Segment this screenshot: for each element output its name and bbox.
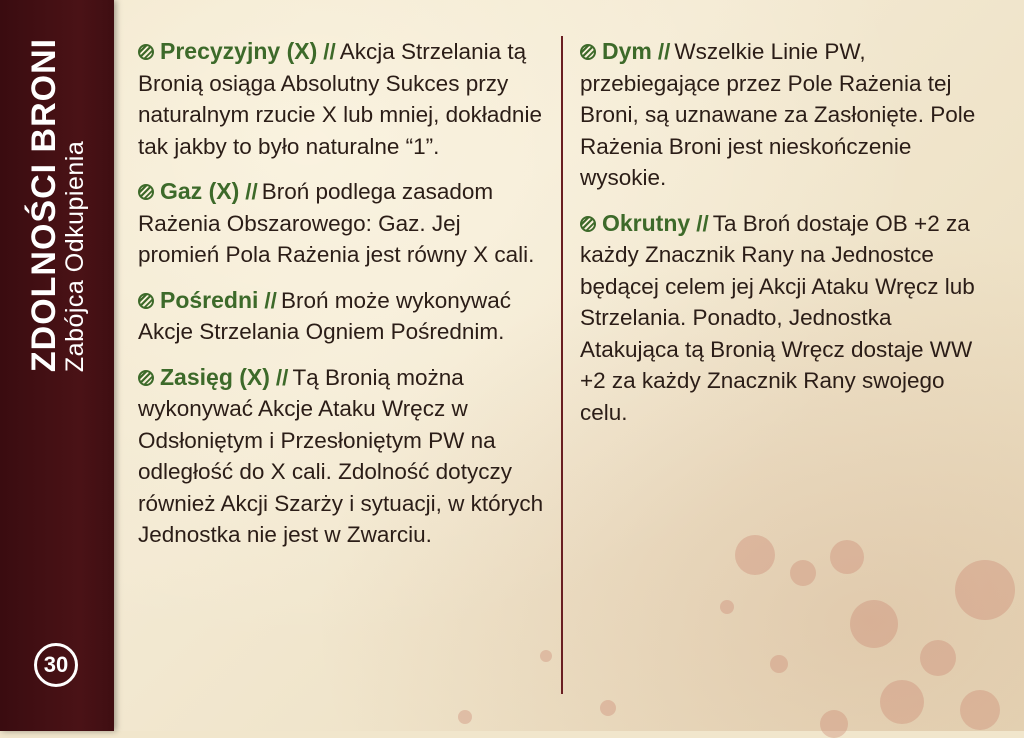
stain-decoration xyxy=(458,710,472,724)
rule-entry xyxy=(138,285,548,348)
rule-description: Wszelkie Linie PW, przebiegające przez Pole Rażenia tej Broni, są uznawane za Zasłonięte. Pole Rażenia Broni jest nieskończenie wysokie. xyxy=(580,39,976,190)
column-divider xyxy=(561,36,563,694)
rule-separator: // xyxy=(657,39,671,64)
stain-decoration xyxy=(720,600,734,614)
rule-name: Precyzyjny (X) xyxy=(160,38,318,64)
chapter-title: ZDOLNOŚCI BRONI xyxy=(25,37,63,373)
hatched-circle-icon xyxy=(138,293,154,309)
rule-description: Akcja Strzelania tą Bronią osiąga Absolutny Sukces przy naturalnym rzucie X lub mniej, dokładnie tak jakby to było naturalne “1”. xyxy=(138,39,542,159)
hatched-circle-icon xyxy=(580,216,596,232)
page-number: 30 xyxy=(34,643,78,687)
chapter-sidebar xyxy=(0,0,114,731)
hatched-circle-icon xyxy=(138,184,154,200)
rule-separator: // xyxy=(264,287,277,313)
rule-entry xyxy=(580,208,995,429)
right-column xyxy=(580,36,995,442)
hatched-circle-icon xyxy=(138,370,154,386)
chapter-subtitle: Zabójca Odkupienia xyxy=(61,140,89,373)
hatched-circle-icon xyxy=(138,44,154,60)
rule-name: Gaz (X) xyxy=(160,178,240,204)
hatched-circle-icon xyxy=(580,44,596,60)
stain-decoration xyxy=(955,560,1015,620)
stain-decoration xyxy=(735,535,775,575)
stain-decoration xyxy=(600,700,616,716)
stain-decoration xyxy=(540,650,552,662)
stain-decoration xyxy=(820,710,848,738)
stain-decoration xyxy=(830,540,864,574)
stain-decoration xyxy=(770,655,788,673)
stain-decoration xyxy=(960,690,1000,730)
stain-decoration xyxy=(880,680,924,724)
rule-entry xyxy=(580,36,995,194)
stain-decoration xyxy=(790,560,816,586)
rule-entry xyxy=(138,36,548,162)
rule-name: Dym xyxy=(602,38,652,64)
rule-description: Ta Broń dostaje OB +2 za każdy Znacznik Rany na Jednostce będącej celem jej Akcji Ataku Wręcz lub Strzelania. Ponadto, Jednostka Atakująca tą Bronią Wręcz dostaje WW +2 za każdy Znacznik Rany swojego celu. xyxy=(580,210,975,425)
rule-separator: // xyxy=(696,210,709,236)
rule-description: Broń podlega zasadom Rażenia Obszarowego: Gaz. Jej promień Pola Rażenia jest równy X cali. xyxy=(138,179,535,267)
rule-name: Zasięg (X) xyxy=(160,363,270,390)
left-column xyxy=(138,36,548,565)
rule-entry xyxy=(138,362,548,551)
rule-separator: // xyxy=(245,179,258,204)
stain-decoration xyxy=(850,600,898,648)
stain-decoration xyxy=(920,640,956,676)
rule-entry xyxy=(138,176,548,271)
rule-separator: // xyxy=(323,39,336,64)
rule-description: Tą Bronią można wykonywać Akcje Ataku Wręcz w Odsłoniętym i Przesłoniętym PW na odległość do X cali. Zdolność dotyczy również Akcji Szarży i sytuacji, w których Jednostka nie jest w Zwarciu. xyxy=(138,364,544,547)
rule-name: Pośredni xyxy=(160,286,259,313)
chapter-heading xyxy=(26,38,88,372)
rule-name: Okrutny xyxy=(602,209,691,236)
rule-separator: // xyxy=(275,364,289,390)
rule-description: Broń może wykonywać Akcje Strzelania Ogniem Pośrednim. xyxy=(138,287,512,344)
